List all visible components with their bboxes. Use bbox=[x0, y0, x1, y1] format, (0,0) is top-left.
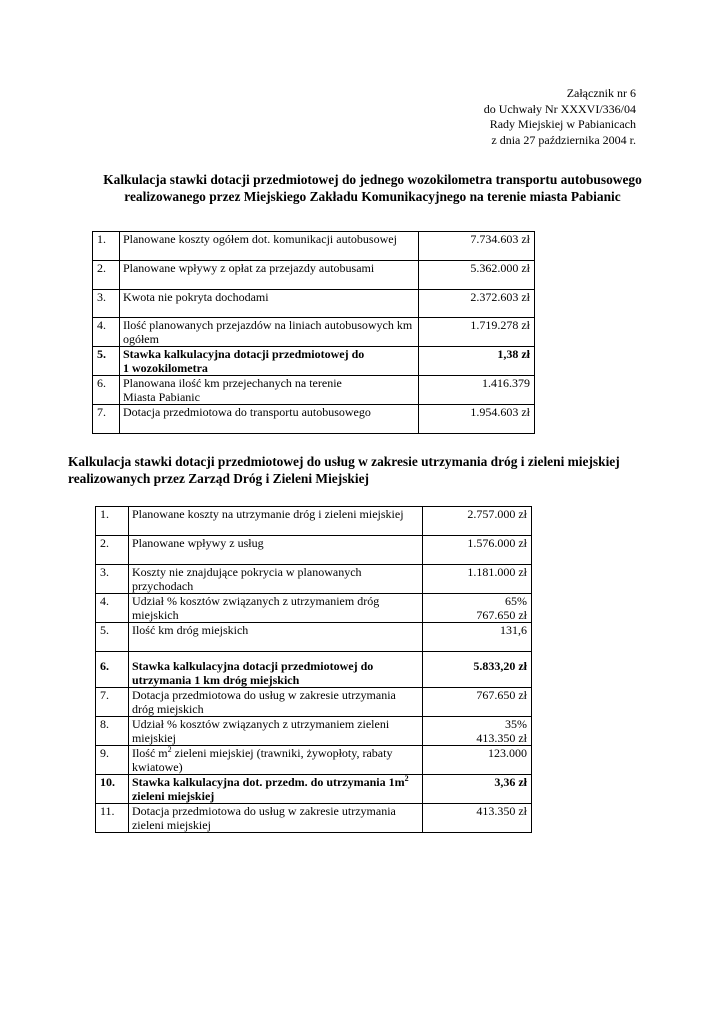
resolution-date: z dnia 27 października 2004 r. bbox=[491, 132, 636, 147]
table-row: 3. Kwota nie pokryta dochodami 2.372.603 zł bbox=[93, 290, 535, 318]
table-row: 5. Ilość km dróg miejskich 131,6 bbox=[96, 623, 532, 652]
table-row: 2. Planowane wpływy z opłat za przejazdy autobusami 5.362.000 zł bbox=[93, 261, 535, 290]
bus-subsidy-table bbox=[92, 231, 535, 434]
attachment-header bbox=[484, 86, 636, 148]
section1-title: Kalkulacja stawki dotacji przedmiotowej do jednego wozokilometra transportu autobusowego realizowanego przez Miejskiego Zakładu Komunikacyjnego na terenie miasta Pabianic bbox=[103, 172, 642, 204]
table-row: 1. Planowane koszty ogółem dot. komunikacji autobusowej 7.734.603 zł bbox=[93, 232, 535, 261]
table-row: 2. Planowane wpływy z usług 1.576.000 zł bbox=[96, 536, 532, 565]
section2-title: Kalkulacja stawki dotacji przedmiotowej do usług w zakresie utrzymania dróg i zieleni miejskiej realizowanych przez Zarząd Dróg i Zieleni Miejskiej bbox=[68, 454, 620, 486]
table-row: 7. Dotacja przedmiotowa do transportu autobusowego 1.954.603 zł bbox=[93, 405, 535, 434]
table-row: 4. Udział % kosztów związanych z utrzymaniem dróg miejskich 65% 767.650 zł bbox=[96, 594, 532, 623]
table-row: 6. Stawka kalkulacyjna dotacji przedmiotowej do utrzymania 1 km dróg miejskich 5.833,20 zł bbox=[96, 652, 532, 688]
table-row: 7. Dotacja przedmiotowa do usług w zakresie utrzymania dróg miejskich 767.650 zł bbox=[96, 688, 532, 717]
roads-greenery-subsidy-table bbox=[95, 506, 532, 833]
table-row: 10. Stawka kalkulacyjna dot. przedm. do utrzymania $1m^2$ zieleni miejskiej 3,36 zł bbox=[96, 775, 532, 804]
table-row: 4. Ilość planowanych przejazdów na liniach autobusowych km ogółem 1.719.278 zł bbox=[93, 318, 535, 347]
table-row: 5. Stawka kalkulacyjna dotacji przedmiotowej do 1 wozokilometra 1,38 zł bbox=[93, 347, 535, 376]
table-row: 3. Koszty nie znajdujące pokrycia w planowanych przychodach 1.181.000 zł bbox=[96, 565, 532, 594]
table-row: 1. Planowane koszty na utrzymanie dróg i zieleni miejskiej 2.757.000 zł bbox=[96, 507, 532, 536]
attachment-number: Załącznik nr 6 bbox=[566, 86, 636, 100]
resolution-number: do Uchwały Nr XXXVI/336/04 bbox=[483, 101, 636, 116]
table-row: 8. Udział % kosztów związanych z utrzymaniem zieleni miejskiej 35% 413.350 zł bbox=[96, 717, 532, 746]
council-name: Rady Miejskiej w Pabianicach bbox=[489, 117, 636, 131]
table-row: 9. Ilość $m^2$ zieleni miejskiej (trawniki, żywopłoty, rabaty kwiatowe) 123.000 bbox=[96, 746, 532, 775]
table-row: 11. Dotacja przedmiotowa do usług w zakresie utrzymania zieleni miejskiej 413.350 zł bbox=[96, 804, 532, 833]
table-row: 6. Planowana ilość km przejechanych na terenie Miasta Pabianic 1.416.379 bbox=[93, 376, 535, 405]
